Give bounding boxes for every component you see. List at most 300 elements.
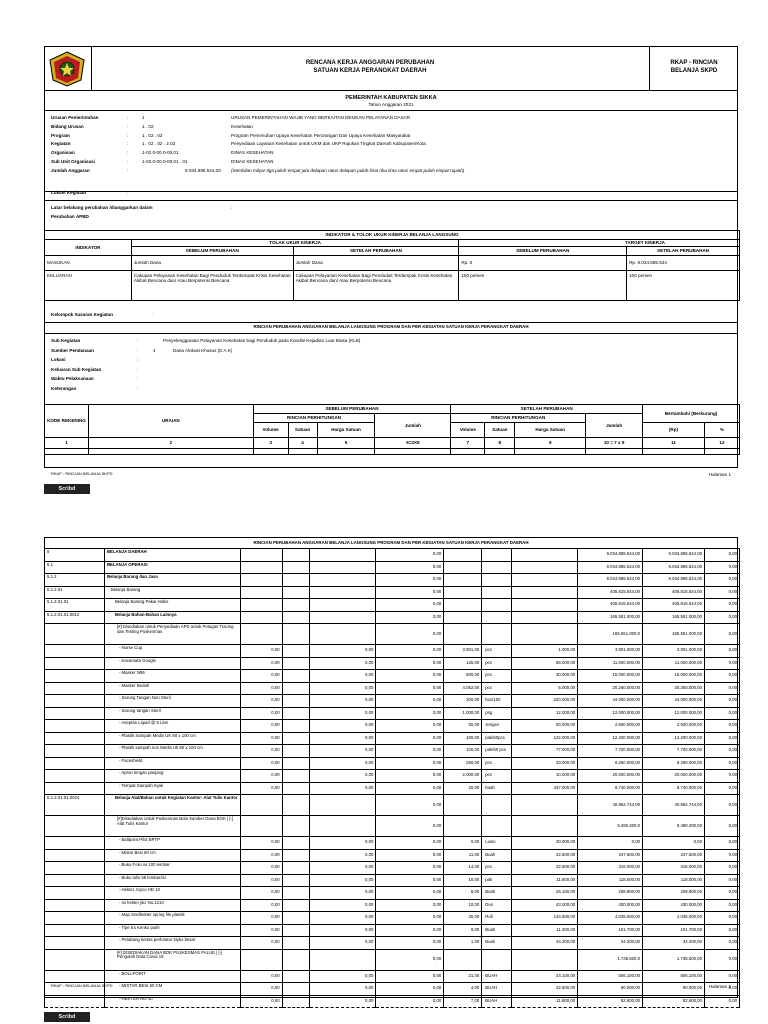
cell-u: BELANJA DAERAH: [104, 549, 240, 562]
cell-k: [45, 770, 105, 783]
cell-h2: 10.000,00: [512, 770, 578, 783]
cell-h1: [309, 599, 376, 612]
cell-s1: [282, 549, 309, 562]
cell-s2: [482, 561, 512, 574]
cell-s2: BUAH: [482, 995, 512, 1008]
indicator-row-label: KELUARAN: [45, 271, 132, 301]
cell-p: 0,00: [704, 770, 739, 783]
cell-h1: [309, 586, 376, 599]
cell-v2: 14,00: [444, 862, 482, 875]
cell-h1: 0,00: [309, 732, 376, 745]
cell-j2: 8.740.000,00: [578, 782, 643, 795]
cell-u: - Buku tulis 58 lembar/isi: [104, 874, 240, 887]
cell-s1: [282, 924, 309, 937]
footer-left: RKAP - RINCIAN BELANJA SKPD: [51, 983, 113, 988]
info-d: DINAS KESEHATAN: [231, 159, 274, 164]
cell-s2: [482, 611, 512, 624]
cell-rp: 34.200,00: [643, 937, 705, 950]
cell-rp: 11.000.000,00: [643, 657, 705, 670]
cell-j2: 40.862.744,00: [578, 795, 643, 816]
cell-u: BELANJA OPERASI: [104, 561, 240, 574]
cell-v1: [240, 816, 282, 837]
cell-rp: 5.490.200,00: [643, 816, 705, 837]
cell-j2: 9.034.885.544,00: [578, 549, 643, 562]
table-row: [45, 707, 740, 720]
cell-h1: 0,00: [309, 657, 376, 670]
cell-v2: 200,00: [444, 695, 482, 708]
cell-v1: 0,00: [240, 745, 282, 758]
table-row: [45, 983, 740, 996]
column-number: 10 = 7 x 9: [586, 438, 643, 449]
cell-s2: [482, 549, 512, 562]
info-d: Program Pemenuhan Upaya Kesehatan Perorangan Dan Upaya Kesehatan Masyarakat: [231, 132, 411, 138]
cell-v2: 250,00: [444, 757, 482, 770]
cell-h2: [512, 574, 578, 587]
cell-h2: [512, 795, 578, 816]
page-1: [44, 46, 738, 477]
cell-j1: 0,00: [376, 887, 444, 900]
cell-p: 0,00: [704, 887, 739, 900]
cell-u: Belanja Alat/Bahan untuk Kegiatan Kantor- Alat Tulis Kantor: [104, 795, 240, 816]
cell-s2: [482, 599, 512, 612]
cell-u: - Map Snelhekter spring file plastik: [104, 912, 240, 925]
cell-v2: 0,00: [444, 837, 482, 850]
table-row: [45, 970, 740, 983]
cell-j1: 0,00: [376, 983, 444, 996]
cell-u: - Aseptan Liquid @ 5 Liter: [104, 720, 240, 733]
table-row: [45, 624, 740, 645]
cell-p: 0,00: [704, 795, 739, 816]
cell-j1: 0,00: [376, 611, 444, 624]
cell-k: [45, 695, 105, 708]
cell-s2: pcs: [482, 670, 512, 683]
cell-v1: 0,00: [240, 782, 282, 795]
cell-s1: [282, 657, 309, 670]
cell-v2: 3.901,00: [444, 645, 482, 658]
cell-v1: [240, 795, 282, 816]
cell-k: [45, 657, 105, 670]
cell-j1: 0,00: [376, 899, 444, 912]
indicator-cell: Cakupan Pelayanan Kesehatan Bagi Penduduk Terdampak Krisis Kesehatan Akibat Bencana dan/ Atau Berpotensi Bencana: [293, 271, 459, 301]
cell-rp: 3.901.000,00: [643, 645, 705, 658]
cell-v2: 8,00: [444, 887, 482, 900]
cell-p: 0,00: [704, 695, 739, 708]
cell-j2: 118.000,00: [578, 874, 643, 887]
cell-h2: 1.000,00: [512, 645, 578, 658]
cell-p: 0,00: [704, 549, 739, 562]
cell-j1: 0,00: [376, 670, 444, 683]
cell-h2: 43.000,00: [512, 899, 578, 912]
info-k: Kegiatan: [51, 141, 71, 147]
cell-rp: 20.260.000,00: [643, 682, 705, 695]
cell-s1: [282, 770, 309, 783]
cell-s1: [282, 983, 309, 996]
cell-h1: 0,00: [309, 970, 376, 983]
rincian-title: RINCIAN PERUBAHAN ANGGARAN BELANJA LANGSUNG PROGRAM DAN PER KEGIATAN SATUAN KERJA PERANGKAT DAERAH: [253, 324, 529, 329]
cell-p: 0,00: [704, 574, 739, 587]
info-c: :: [127, 167, 129, 173]
cell-s1: [282, 949, 309, 970]
indicator-cell: Rp. 0: [459, 256, 627, 271]
cell-rp: 165.551.000,00: [643, 624, 705, 645]
cell-h1: 0,00: [309, 874, 376, 887]
cell-k: [45, 624, 105, 645]
cell-j2: 247.500,00: [578, 849, 643, 862]
cell-h1: 0,00: [309, 862, 376, 875]
info-c: :: [127, 141, 129, 147]
column-number: 4: [288, 438, 317, 449]
cell-p: 0,00: [704, 782, 739, 795]
scribd-watermark[interactable]: Scribd: [44, 1012, 90, 1022]
cell-j1: 0,00: [376, 732, 444, 745]
target-header: TARGET KINERJA: [459, 240, 740, 247]
table-row: [45, 695, 740, 708]
cell-v1: [240, 599, 282, 612]
bertambah-header: Bertambah/ (Berkurang): [643, 405, 740, 423]
table-row: [45, 874, 740, 887]
info-k: Bidang Urusan: [51, 123, 84, 129]
cell-s2: pcs: [482, 645, 512, 658]
info-v: 1: [142, 115, 145, 120]
pct-header: %: [704, 423, 739, 438]
cell-rp: 8.250.000,00: [643, 757, 705, 770]
cell-v1: 0,00: [240, 670, 282, 683]
cell-h2: 77.000,00: [512, 745, 578, 758]
cell-k: [45, 745, 105, 758]
cell-j1: 0,00: [376, 586, 444, 599]
cell-v2: 100,00: [444, 732, 482, 745]
cell-s1: [282, 782, 309, 795]
cell-j2: 101.700,00: [578, 924, 643, 937]
cell-u: - Pelubang kertas perforator kiyko besar: [104, 937, 240, 950]
tolok-setelah: SETELAH PERUBAHAN: [293, 247, 459, 256]
rp-header: (Rp): [643, 423, 705, 438]
cell-s2: Lusin: [482, 837, 512, 850]
cell-u: - Mistar Besi 60 cm: [104, 849, 240, 862]
cell-h1: [309, 624, 376, 645]
cell-v2: 4.052,00: [444, 682, 482, 695]
cell-h2: 122.000,00: [512, 732, 578, 745]
cell-rp: 20.000.000,00: [643, 770, 705, 783]
cell-p: 0,00: [704, 707, 739, 720]
cell-u: - BOLLPOINT: [104, 970, 240, 983]
cell-u: [#]Disediakan untuk Puskesmas Bola Sumber Dana BOK | [-] Alat Tulis Kantor: [104, 816, 240, 837]
cell-s1: [282, 586, 309, 599]
cell-j2: 8.250.000,00: [578, 757, 643, 770]
cell-s2: Buah: [482, 849, 512, 862]
table-row: [45, 561, 740, 574]
cell-h1: 0,00: [309, 849, 376, 862]
cell-u: - Nurse Cup: [104, 645, 240, 658]
sub-k: Keterangan: [51, 386, 77, 391]
footer-left: RKAP - RINCIAN BELANJA SKPD: [51, 471, 113, 476]
cell-j2: 15.000.000,00: [578, 670, 643, 683]
indicator-cell: Rp. 9.034.885.544: [627, 256, 740, 271]
cell-s1: [282, 937, 309, 950]
cell-j2: 405.815.544,00: [578, 599, 643, 612]
cell-h1: 0,00: [309, 912, 376, 925]
cell-v2: 100,00: [444, 745, 482, 758]
cell-v2: 1,00: [444, 937, 482, 950]
cell-s1: [282, 720, 309, 733]
cell-j1: 0,00: [376, 657, 444, 670]
cell-v1: 0,00: [240, 720, 282, 733]
rincian-header: RINCIAN PERHITUNGAN: [253, 414, 375, 423]
cell-u: [#] Disediakan untuk Penyediaan APD untuk Petugas Tracing dan Testing Puskesmas: [104, 624, 240, 645]
cell-u: Belanja Bahan-Bahan Lainnya: [104, 611, 240, 624]
cell-j1: 0,00: [376, 795, 444, 816]
cell-rp: 15.000.000,00: [643, 670, 705, 683]
cell-k: [45, 899, 105, 912]
cell-h2: [512, 949, 578, 970]
cell-j2: 405.815.544,00: [578, 586, 643, 599]
government-name: PEMERINTAH KABUPATEN SIKKA: [345, 95, 437, 101]
cell-h1: 0,00: [309, 745, 376, 758]
table-row: [45, 924, 740, 937]
column-number: 6=3X5: [375, 438, 451, 449]
cell-h2: 30.000,00: [512, 670, 578, 683]
cell-k: [45, 937, 105, 950]
sub-c: :: [137, 376, 139, 382]
cell-u: - Faceshield: [104, 757, 240, 770]
column-number: 8: [485, 438, 515, 449]
cell-s2: [482, 574, 512, 587]
cell-s2: buah: [482, 782, 512, 795]
cell-h2: 34.200,00: [512, 937, 578, 950]
cell-j1: 0,00: [376, 645, 444, 658]
info-v: 1-02.0-00.0-00.01 . 01: [142, 159, 188, 164]
cell-s2: Jerigen: [482, 720, 512, 733]
tolok-sebelum: SEBELUM PERUBAHAN: [131, 247, 293, 256]
cell-v1: 0,00: [240, 732, 282, 745]
cell-rp: 101.700,00: [643, 924, 705, 937]
cell-v2: 20,00: [444, 782, 482, 795]
cell-j1: 0,00: [376, 599, 444, 612]
cell-j1: 0,00: [376, 695, 444, 708]
cell-v1: 0,00: [240, 983, 282, 996]
cell-j1: 0,00: [376, 970, 444, 983]
cell-u: - Kacamata Google: [104, 657, 240, 670]
latar-label: Latar belakang perubahan /dianggarkan dalam: [51, 205, 153, 210]
satuan-header: Satuan: [288, 423, 317, 438]
cell-s2: Roll: [482, 912, 512, 925]
cell-s2: BUAH: [482, 970, 512, 983]
scribd-watermark[interactable]: Scribd: [44, 484, 90, 494]
form-code-1: RKAP - RINCIAN: [670, 60, 718, 66]
sub-c: :: [137, 386, 139, 391]
rincian-header: RINCIAN PERHITUNGAN: [451, 414, 586, 423]
cell-s1: [282, 912, 309, 925]
cell-j2: 9.034.885.544,00: [578, 574, 643, 587]
cell-u: - Tipe Ex Kenko putih: [104, 924, 240, 937]
cell-p: 0,00: [704, 874, 739, 887]
sub-k: Sub Kegiatan: [51, 338, 81, 343]
cell-rp: 9.034.885.544,00: [643, 549, 705, 562]
cell-h2: [512, 561, 578, 574]
cell-v2: 11,00: [444, 849, 482, 862]
cell-u: - Apron lengan panjang: [104, 770, 240, 783]
cell-p: 0,00: [704, 624, 739, 645]
cell-h1: 0,00: [309, 887, 376, 900]
table-row: [45, 720, 740, 733]
cell-p: 0,00: [704, 657, 739, 670]
table-row: [45, 937, 740, 950]
cell-j2: 12.200.000,00: [578, 732, 643, 745]
cell-k: [45, 912, 105, 925]
cell-rp: 430.000,00: [643, 899, 705, 912]
cell-h2: 22.500,00: [512, 849, 578, 862]
info-c: :: [127, 132, 129, 138]
cell-h1: 0,00: [309, 837, 376, 850]
cell-v1: 0,00: [240, 887, 282, 900]
cell-v1: 0,00: [240, 874, 282, 887]
cell-v1: [240, 561, 282, 574]
cell-s2: pak/50 pcs: [482, 745, 512, 758]
cell-h1: 0,00: [309, 670, 376, 683]
table-row: [45, 645, 740, 658]
cell-v1: 0,00: [240, 912, 282, 925]
cell-rp: 506.100,00: [643, 970, 705, 983]
cell-rp: 1.735.600,00: [643, 949, 705, 970]
cell-s1: [282, 837, 309, 850]
cell-u: - Masker Bedah: [104, 682, 240, 695]
cell-u: - HEKTER HD-10: [104, 995, 240, 1008]
table-row: [45, 670, 740, 683]
info-k: Program: [51, 132, 70, 138]
cell-s1: [282, 970, 309, 983]
cell-h2: [512, 549, 578, 562]
cell-j2: 0,00: [578, 837, 643, 850]
cell-k: [45, 782, 105, 795]
cell-h1: 0,00: [309, 707, 376, 720]
cell-rp: 405.815.544,00: [643, 599, 705, 612]
cell-v1: 0,00: [240, 695, 282, 708]
table-row: [45, 599, 740, 612]
cell-v2: 7,00: [444, 995, 482, 1008]
cell-s2: pcs: [482, 757, 512, 770]
cell-rp: 118.000,00: [643, 874, 705, 887]
cell-j1: 0,00: [376, 745, 444, 758]
cell-s1: [282, 599, 309, 612]
table-row: [45, 732, 740, 745]
cell-v2: 10,00: [444, 899, 482, 912]
cell-j2: 44.000.000,00: [578, 695, 643, 708]
cell-s1: [282, 561, 309, 574]
cell-h1: [309, 574, 376, 587]
cell-k: [45, 970, 105, 983]
cell-rp: 40.862.744,00: [643, 795, 705, 816]
latar-label-2: Perubahan APBD: [51, 214, 89, 219]
cell-p: 0,00: [704, 862, 739, 875]
cell-k: 5.1.2.01.01.0012: [45, 611, 105, 624]
cell-v2: 4,00: [444, 983, 482, 996]
satuan-header: Satuan: [485, 423, 515, 438]
table-row: [45, 862, 740, 875]
cell-h1: 0,00: [309, 924, 376, 937]
lokasi-label: Lokasi Kegiatan: [51, 190, 87, 195]
cell-h1: 0,00: [309, 995, 376, 1008]
cell-h1: [309, 561, 376, 574]
cell-v2: 50,00: [444, 720, 482, 733]
sebelum-header: SEBELUM PERUBAHAN: [253, 405, 451, 414]
cell-j2: 4.035.000,00: [578, 912, 643, 925]
cell-s2: Buah: [482, 887, 512, 900]
sub-v: Dana Alokasi Khusus (D A K): [173, 347, 233, 353]
info-k: Sub Unit Organisasi: [51, 159, 95, 164]
cell-h2: 26.100,00: [512, 887, 578, 900]
cell-s1: [282, 745, 309, 758]
page-number: Halaman 1: [708, 472, 731, 477]
page-header: [45, 47, 737, 91]
table-row: [45, 899, 740, 912]
column-number: 9: [515, 438, 586, 449]
cell-p: 0,00: [704, 645, 739, 658]
cell-k: 5: [45, 549, 105, 562]
cell-j2: 20.000.000,00: [578, 770, 643, 783]
cell-p: 0,00: [704, 924, 739, 937]
cell-p: 0,00: [704, 720, 739, 733]
cell-h2: 220.000,00: [512, 695, 578, 708]
table-row: [45, 586, 740, 599]
cell-h2: 50.000,00: [512, 720, 578, 733]
cell-j1: 0,00: [376, 995, 444, 1008]
cell-p: 0,00: [704, 937, 739, 950]
cell-rp: 165.551.000,00: [643, 611, 705, 624]
cell-j2: 82.600,00: [578, 995, 643, 1008]
cell-v2: [444, 599, 482, 612]
cell-v1: 0,00: [240, 770, 282, 783]
cell-h2: 437.000,00: [512, 782, 578, 795]
cell-k: [45, 670, 105, 683]
cell-v2: 30,00: [444, 912, 482, 925]
budget-header-table: [44, 404, 740, 455]
cell-h2: [512, 611, 578, 624]
sub-c: :: [137, 338, 139, 343]
cell-h2: [512, 586, 578, 599]
cell-k: [45, 837, 105, 850]
jumlah-header: Jumlah: [586, 414, 643, 438]
cell-p: 0,00: [704, 949, 739, 970]
cell-u: - Plastik sampah non Medis Uk 80 x 100 cm: [104, 745, 240, 758]
cell-rp: 7.700.000,00: [643, 745, 705, 758]
cell-rp: 247.500,00: [643, 849, 705, 862]
cell-k: 5.1: [45, 561, 105, 574]
cell-j1: 0,00: [376, 849, 444, 862]
cell-k: [45, 707, 105, 720]
column-number: 7: [451, 438, 485, 449]
cell-u: - Sarung tangan Steril: [104, 707, 240, 720]
harga-header: Harga Satuan: [515, 423, 586, 438]
cell-u: - Isi hekter jikz No.1210: [104, 899, 240, 912]
cell-rp: 2.500.000,00: [643, 720, 705, 733]
cell-j1: 0,00: [376, 912, 444, 925]
cell-j2: 11.000.000,00: [578, 657, 643, 670]
cell-s2: BUAH: [482, 983, 512, 996]
table-row: [45, 849, 740, 862]
cell-h1: 0,00: [309, 782, 376, 795]
table-row: [45, 795, 740, 816]
cell-j1: 0,00: [376, 949, 444, 970]
cell-s2: [482, 795, 512, 816]
cell-v1: [240, 574, 282, 587]
cell-j2: 430.000,00: [578, 899, 643, 912]
cell-s2: pcs: [482, 682, 512, 695]
cell-h1: [309, 611, 376, 624]
cell-k: [45, 682, 105, 695]
cell-s2: psg: [482, 707, 512, 720]
cell-v1: 0,00: [240, 657, 282, 670]
cell-h2: 24.100,00: [512, 970, 578, 983]
